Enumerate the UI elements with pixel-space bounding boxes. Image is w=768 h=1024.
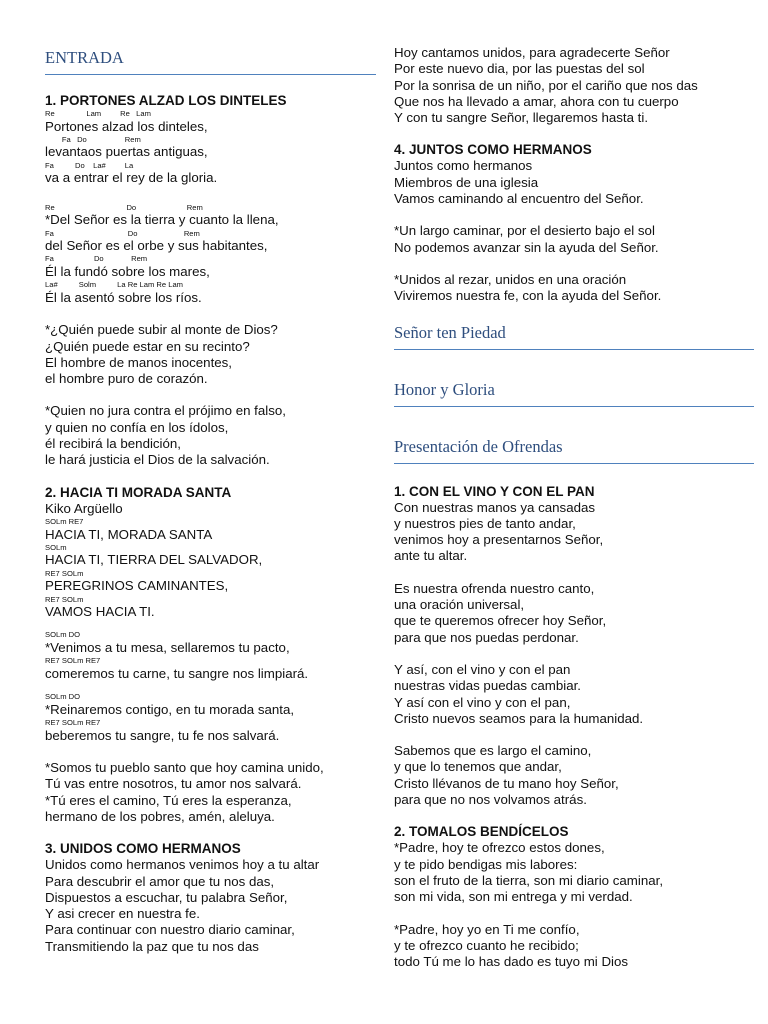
chord-line: SOLm DO [45,692,81,702]
lyric-line: SOLm DO *Reinaremos contigo, en tu morada santa, [45,692,376,718]
lyric-line: Fa Do Rem levantaos puertas antiguas, [45,135,376,161]
lyric-line: *Un largo caminar, por el desierto bajo el sol [394,223,655,239]
lyric-line: Fa Do Rem Él la fundó sobre los mares, [45,254,376,280]
lyric-line: Y asi crecer en nuestra fe. [45,906,200,922]
chord-line: RE7 SOLm RE7 [45,656,101,666]
lyric-line: Tú vas entre nosotros, tu amor nos salvará. [45,776,302,792]
lyric-line: Por este nuevo dia, por las puestas del sol [394,61,645,77]
lyric-line: y te ofrezco cuanto he recibido; [394,937,579,953]
lyric-line: SOLm DO *Venimos a tu mesa, sellaremos tu pacto, [45,630,376,656]
lyric-line: hermano de los pobres, amén, aleluya. [45,808,275,824]
chord-line: SOLm DO [45,630,81,640]
lyric-line: él recibirá la bendición, [45,436,182,452]
lyric-line: No podemos avanzar sin la ayuda del Señor. [394,239,659,255]
lyric-line: *Padre, hoy te ofrezco estos dones, [394,840,605,856]
lyric-line: *Unidos al rezar, unidos en una oración [394,271,627,287]
lyric-line: SOLm HACIA TI, TIERRA DEL SALVADOR, [45,543,376,569]
song-title: 2. TOMALOS BENDÍCELOS [394,824,569,840]
lyric-line: Cristo nuevos seamos para la humanidad. [394,710,644,726]
song-title: 2. HACIA TI MORADA SANTA [45,484,232,500]
chord-line: Fa Do Rem [45,134,141,144]
lyric-line: Por la sonrisa de un niño, por el cariño que nos das [394,77,698,93]
lyric-line: Y así, con el vino y con el pan [394,661,571,677]
lyric-line: Unidos como hermanos venimos hoy a tu altar [45,857,320,873]
lyric-line: Miembros de una iglesia [394,174,539,190]
section-heading-piedad: Señor ten Piedad [394,323,754,350]
lyric-line: Vamos caminando al encuentro del Señor. [394,191,644,207]
lyric-line: todo Tú me lo has dado es tuyo mi Dios [394,954,629,970]
lyric-line: ante tu altar. [394,548,468,564]
lyric-line: *Tú eres el camino, Tú eres la esperanza, [45,792,292,808]
lyric-line: Re Do Rem *Del Señor es la tierra y cuanto la llena, [45,203,376,229]
song-title: 3. UNIDOS COMO HERMANOS [45,841,241,857]
chord-line: Fa Do Rem [45,254,148,264]
lyric-line: RE7 SOLm VAMOS HACIA TI. [45,595,376,621]
lyric-line: RE7 SOLm RE7 comeremos tu carne, tu sangre nos limpiará. [45,656,376,682]
lyric-line: ¿Quién puede estar en su recinto? [45,338,250,354]
lyric-line: Y así con el vino y con el pan, [394,694,571,710]
lyric-line: Re Lam Re Lam Portones alzad los dinteles, [45,109,376,135]
chord-line: Fa Do La# La [45,160,134,170]
lyric-line: venimos hoy a presentarnos Señor, [394,532,604,548]
lyric-line: y te pido bendigas mis labores: [394,856,578,872]
lyric-line: y nuestros pies de tanto andar, [394,515,576,531]
lyric-line: son el fruto de la tierra, son mi diario caminar, [394,872,664,888]
chord-line: Re Lam Re Lam [45,109,151,118]
song-title: 4. JUNTOS COMO HERMANOS [394,142,592,158]
lyric-line: Para descubrir el amor que tu nos das, [45,873,275,889]
lyric-line: La# Solm La Re Lam Re Lam Él la asentó sobre los ríos. [45,280,376,306]
lyric-line: para que no nos volvamos atrás. [394,792,587,808]
lyric-line: Juntos como hermanos [394,158,533,174]
lyric-line: y que lo tenemos que andar, [394,759,562,775]
lyric-line: El hombre de manos inocentes, [45,354,233,370]
lyric-line: Para continuar con nuestro diario caminar, [45,922,295,938]
lyric-line: Fa Do La# La va a entrar el rey de la gloria. [45,161,376,187]
lyric-line: *Somos tu pueblo santo que hoy camina unido, [45,760,324,776]
lyric-line: *Padre, hoy yo en Ti me confío, [394,921,580,937]
lyric-line: Sabemos que es largo el camino, [394,743,592,759]
lyric-line: una oración universal, [394,597,525,613]
lyric-line: son mi vida, son mi entrega y mi verdad. [394,889,633,905]
lyric-line: Que nos ha llevado a amar, ahora con tu cuerpo [394,93,679,109]
section-heading-ofrendas: Presentación de Ofrendas [394,437,754,464]
lyric-line: Con nuestras manos ya cansadas [394,499,596,515]
lyric-line: Y con tu sangre Señor, llegaremos hasta ti. [394,110,649,126]
lyric-line: el hombre puro de corazón. [45,371,208,387]
lyric-line: que te queremos ofrecer hoy Señor, [394,613,607,629]
chord-line: Re Do Rem [45,202,203,212]
chord-line: SOLm RE7 [45,516,84,526]
song-author: Kiko Argüello [45,500,123,516]
section-heading-gloria: Honor y Gloria [394,380,754,407]
lyric-line: RE7 SOLm RE7 beberemos tu sangre, tu fe nos salvará. [45,718,376,744]
lyric-line: RE7 SOLm PEREGRINOS CAMINANTES, [45,569,376,595]
lyric-line: Es nuestra ofrenda nuestro canto, [394,580,595,596]
song-title: 1. PORTONES ALZAD LOS DINTELES [45,93,287,108]
lyric-line: SOLm RE7 HACIA TI, MORADA SANTA [45,517,376,543]
lyric-line: *Quien no jura contra el prójimo en falso, [45,403,286,419]
lyric-line: Hoy cantamos unidos, para agradecerte Señor [394,45,670,60]
lyric-line: Fa Do Rem del Señor es el orbe y sus habitantes, [45,229,376,255]
song-title: 1. CON EL VINO Y CON EL PAN [394,483,595,499]
lyric-line: le hará justicia el Dios de la salvación. [45,452,270,468]
chord-line: La# Solm La Re Lam Re Lam [45,280,184,290]
lyric-line: *¿Quién puede subir al monte de Dios? [45,322,278,338]
chord-line: RE7 SOLm [45,568,84,578]
chord-line: SOLm [45,542,67,552]
chord-line: Fa Do Rem [45,228,200,238]
lyric-line: para que nos puedas perdonar. [394,629,579,645]
lyric-line: y quien no confía en los ídolos, [45,419,229,435]
lyric-line: nuestras vidas puedas cambiar. [394,678,582,694]
right-column [394,0,754,970]
lyric-line: Viviremos nuestra fe, con la ayuda del Señor. [394,288,662,304]
lyric-line: Cristo llévanos de tu mano hoy Señor, [394,775,619,791]
chord-line: RE7 SOLm [45,594,84,604]
section-heading-entrada: ENTRADA [45,48,376,75]
lyric-line: Transmitiendo la paz que tu nos das [45,938,259,954]
lyric-line: Dispuestos a escuchar, tu palabra Señor, [45,889,288,905]
chord-line: RE7 SOLm RE7 [45,718,101,728]
left-column [45,0,376,955]
